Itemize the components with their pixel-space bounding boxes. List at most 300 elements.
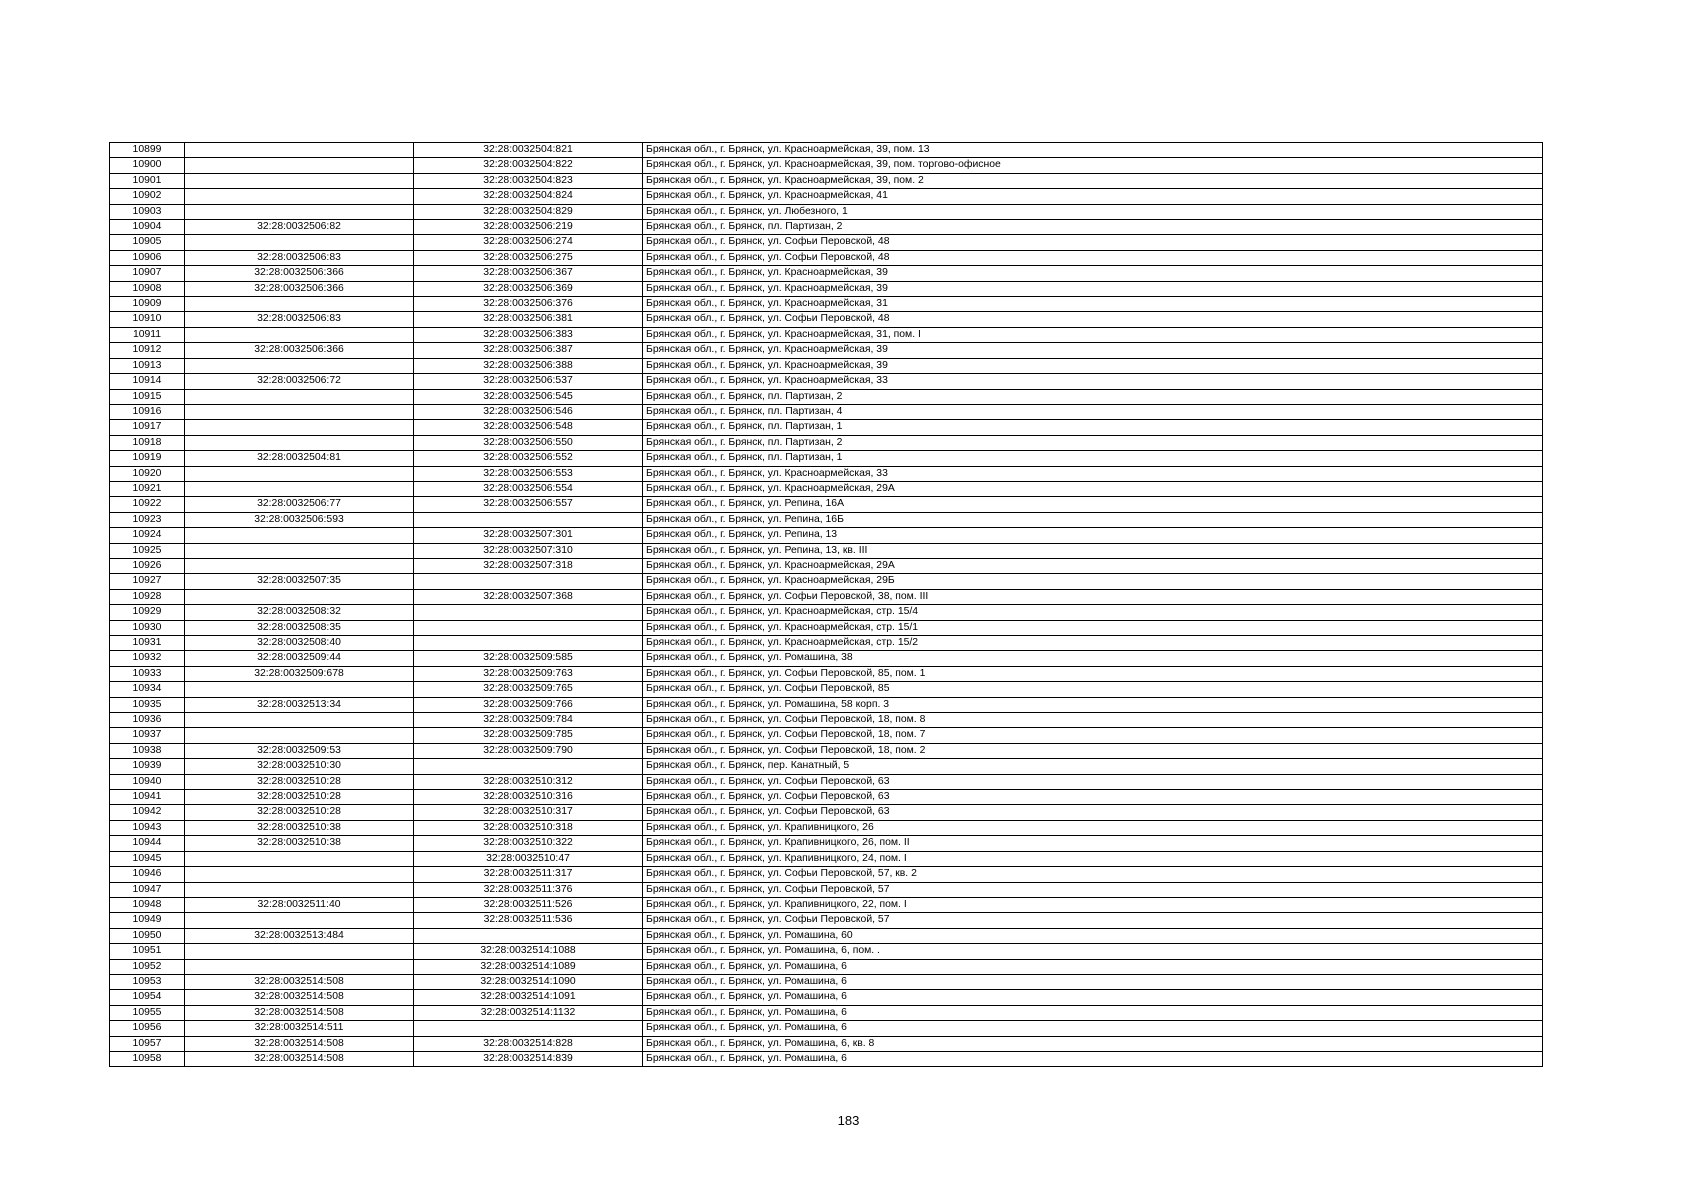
address-cell: Брянская обл., г. Брянск, ул. Софьи Перовской, 85, пом. 1 <box>643 666 1543 681</box>
table-row <box>110 974 1543 989</box>
row-number-cell: 10931 <box>110 636 185 651</box>
land-cadastral-cell <box>185 728 414 743</box>
object-cadastral-cell: 32:28:0032511:376 <box>414 882 643 897</box>
land-cadastral-cell <box>185 882 414 897</box>
object-cadastral-cell: 32:28:0032514:1132 <box>414 1005 643 1020</box>
table-row <box>110 697 1543 712</box>
address-cell: Брянская обл., г. Брянск, ул. Софьи Перовской, 63 <box>643 790 1543 805</box>
address-cell: Брянская обл., г. Брянск, ул. Ромашина, 6 <box>643 1021 1543 1036</box>
object-cadastral-cell: 32:28:0032504:829 <box>414 204 643 219</box>
object-cadastral-cell: 32:28:0032509:763 <box>414 666 643 681</box>
table-row <box>110 851 1543 866</box>
row-number-cell: 10938 <box>110 743 185 758</box>
table-row <box>110 790 1543 805</box>
table-row <box>110 620 1543 635</box>
land-cadastral-cell <box>185 435 414 450</box>
object-cadastral-cell: 32:28:0032514:839 <box>414 1051 643 1066</box>
land-cadastral-cell: 32:28:0032510:28 <box>185 774 414 789</box>
address-cell: Брянская обл., г. Брянск, ул. Крапивницкого, 26, пом. II <box>643 836 1543 851</box>
land-cadastral-cell: 32:28:0032506:593 <box>185 512 414 527</box>
table-row <box>110 158 1543 173</box>
row-number-cell: 10927 <box>110 574 185 589</box>
object-cadastral-cell: 32:28:0032514:828 <box>414 1036 643 1051</box>
row-number-cell: 10932 <box>110 651 185 666</box>
address-cell: Брянская обл., г. Брянск, пл. Партизан, 1 <box>643 420 1543 435</box>
row-number-cell: 10935 <box>110 697 185 712</box>
land-cadastral-cell: 32:28:0032507:35 <box>185 574 414 589</box>
table-row <box>110 220 1543 235</box>
table-row <box>110 204 1543 219</box>
address-cell: Брянская обл., г. Брянск, ул. Красноармейская, 39 <box>643 358 1543 373</box>
object-cadastral-cell: 32:28:0032504:824 <box>414 189 643 204</box>
row-number-cell: 10933 <box>110 666 185 681</box>
land-cadastral-cell <box>185 959 414 974</box>
row-number-cell: 10955 <box>110 1005 185 1020</box>
table-row <box>110 728 1543 743</box>
table-row <box>110 574 1543 589</box>
object-cadastral-cell: 32:28:0032506:383 <box>414 327 643 342</box>
row-number-cell: 10923 <box>110 512 185 527</box>
object-cadastral-cell <box>414 759 643 774</box>
object-cadastral-cell: 32:28:0032504:821 <box>414 143 643 158</box>
table-row <box>110 867 1543 882</box>
table-row <box>110 836 1543 851</box>
address-cell: Брянская обл., г. Брянск, ул. Софьи Перовской, 57 <box>643 882 1543 897</box>
table-row <box>110 435 1543 450</box>
land-cadastral-cell <box>185 358 414 373</box>
table-row <box>110 959 1543 974</box>
table-row <box>110 297 1543 312</box>
table-row <box>110 990 1543 1005</box>
address-cell: Брянская обл., г. Брянск, ул. Крапивницкого, 24, пом. I <box>643 851 1543 866</box>
object-cadastral-cell <box>414 605 643 620</box>
address-cell: Брянская обл., г. Брянск, ул. Красноармейская, 39 <box>643 343 1543 358</box>
address-cell: Брянская обл., г. Брянск, ул. Ромашина, 6 <box>643 974 1543 989</box>
address-cell: Брянская обл., г. Брянск, ул. Красноармейская, 33 <box>643 466 1543 481</box>
address-cell: Брянская обл., г. Брянск, ул. Ромашина, 6, кв. 8 <box>643 1036 1543 1051</box>
object-cadastral-cell: 32:28:0032511:317 <box>414 867 643 882</box>
row-number-cell: 10901 <box>110 173 185 188</box>
land-cadastral-cell <box>185 528 414 543</box>
address-cell: Брянская обл., г. Брянск, ул. Софьи Перовской, 48 <box>643 235 1543 250</box>
object-cadastral-cell: 32:28:0032507:310 <box>414 543 643 558</box>
address-cell: Брянская обл., г. Брянск, ул. Красноармейская, 39, пом. 2 <box>643 173 1543 188</box>
table-row <box>110 250 1543 265</box>
row-number-cell: 10937 <box>110 728 185 743</box>
land-cadastral-cell: 32:28:0032514:508 <box>185 990 414 1005</box>
row-number-cell: 10943 <box>110 820 185 835</box>
table-row <box>110 512 1543 527</box>
land-cadastral-cell <box>185 481 414 496</box>
table-row <box>110 636 1543 651</box>
address-cell: Брянская обл., г. Брянск, пл. Партизан, 4 <box>643 404 1543 419</box>
table-row <box>110 389 1543 404</box>
address-cell: Брянская обл., г. Брянск, ул. Красноармейская, 41 <box>643 189 1543 204</box>
address-cell: Брянская обл., г. Брянск, ул. Крапивницкого, 22, пом. I <box>643 897 1543 912</box>
table-row <box>110 1005 1543 1020</box>
object-cadastral-cell: 32:28:0032506:369 <box>414 281 643 296</box>
land-cadastral-cell <box>185 913 414 928</box>
land-cadastral-cell <box>185 389 414 404</box>
row-number-cell: 10909 <box>110 297 185 312</box>
address-cell: Брянская обл., г. Брянск, пл. Партизан, 1 <box>643 451 1543 466</box>
table-row <box>110 281 1543 296</box>
row-number-cell: 10936 <box>110 713 185 728</box>
object-cadastral-cell: 32:28:0032506:548 <box>414 420 643 435</box>
address-cell: Брянская обл., г. Брянск, ул. Красноармейская, 29А <box>643 558 1543 573</box>
table-row <box>110 374 1543 389</box>
row-number-cell: 10904 <box>110 220 185 235</box>
row-number-cell: 10953 <box>110 974 185 989</box>
object-cadastral-cell: 32:28:0032507:318 <box>414 558 643 573</box>
row-number-cell: 10914 <box>110 374 185 389</box>
land-cadastral-cell: 32:28:0032509:678 <box>185 666 414 681</box>
table-row <box>110 897 1543 912</box>
land-cadastral-cell <box>185 297 414 312</box>
land-cadastral-cell: 32:28:0032509:53 <box>185 743 414 758</box>
land-cadastral-cell: 32:28:0032514:511 <box>185 1021 414 1036</box>
table-row <box>110 143 1543 158</box>
land-cadastral-cell: 32:28:0032506:366 <box>185 343 414 358</box>
row-number-cell: 10899 <box>110 143 185 158</box>
table-row <box>110 451 1543 466</box>
address-cell: Брянская обл., г. Брянск, ул. Красноармейская, 31, пом. I <box>643 327 1543 342</box>
land-cadastral-cell: 32:28:0032510:28 <box>185 805 414 820</box>
row-number-cell: 10950 <box>110 928 185 943</box>
table-row <box>110 666 1543 681</box>
object-cadastral-cell: 32:28:0032510:318 <box>414 820 643 835</box>
table-row <box>110 1051 1543 1066</box>
table-row <box>110 173 1543 188</box>
row-number-cell: 10934 <box>110 682 185 697</box>
object-cadastral-cell: 32:28:0032506:546 <box>414 404 643 419</box>
address-cell: Брянская обл., г. Брянск, ул. Крапивницкого, 26 <box>643 820 1543 835</box>
object-cadastral-cell <box>414 574 643 589</box>
object-cadastral-cell: 32:28:0032506:219 <box>414 220 643 235</box>
row-number-cell: 10924 <box>110 528 185 543</box>
land-cadastral-cell: 32:28:0032508:32 <box>185 605 414 620</box>
land-cadastral-cell: 32:28:0032506:83 <box>185 250 414 265</box>
object-cadastral-cell: 32:28:0032509:585 <box>414 651 643 666</box>
row-number-cell: 10902 <box>110 189 185 204</box>
row-number-cell: 10946 <box>110 867 185 882</box>
address-cell: Брянская обл., г. Брянск, ул. Софьи Перовской, 48 <box>643 312 1543 327</box>
table-row <box>110 1036 1543 1051</box>
address-cell: Брянская обл., г. Брянск, пл. Партизан, 2 <box>643 435 1543 450</box>
table-row <box>110 543 1543 558</box>
address-cell: Брянская обл., г. Брянск, ул. Ромашина, 60 <box>643 928 1543 943</box>
object-cadastral-cell: 32:28:0032506:376 <box>414 297 643 312</box>
row-number-cell: 10941 <box>110 790 185 805</box>
land-cadastral-cell <box>185 189 414 204</box>
object-cadastral-cell: 32:28:0032510:312 <box>414 774 643 789</box>
table-row <box>110 497 1543 512</box>
address-cell: Брянская обл., г. Брянск, ул. Красноармейская, 39 <box>643 266 1543 281</box>
land-cadastral-cell <box>185 327 414 342</box>
address-cell: Брянская обл., г. Брянск, ул. Репина, 13, кв. III <box>643 543 1543 558</box>
land-cadastral-cell: 32:28:0032514:508 <box>185 974 414 989</box>
row-number-cell: 10951 <box>110 944 185 959</box>
table-row <box>110 820 1543 835</box>
object-cadastral-cell: 32:28:0032506:274 <box>414 235 643 250</box>
row-number-cell: 10945 <box>110 851 185 866</box>
land-cadastral-cell: 32:28:0032509:44 <box>185 651 414 666</box>
address-cell: Брянская обл., г. Брянск, ул. Красноармейская, 29Б <box>643 574 1543 589</box>
table-row <box>110 327 1543 342</box>
object-cadastral-cell: 32:28:0032506:545 <box>414 389 643 404</box>
address-cell: Брянская обл., г. Брянск, ул. Ромашина, 6 <box>643 1051 1543 1066</box>
table-row <box>110 404 1543 419</box>
address-cell: Брянская обл., г. Брянск, ул. Ромашина, 38 <box>643 651 1543 666</box>
object-cadastral-cell: 32:28:0032511:526 <box>414 897 643 912</box>
address-cell: Брянская обл., г. Брянск, ул. Софьи Перовской, 85 <box>643 682 1543 697</box>
object-cadastral-cell: 32:28:0032514:1089 <box>414 959 643 974</box>
table-row <box>110 266 1543 281</box>
table-row <box>110 743 1543 758</box>
address-cell: Брянская обл., г. Брянск, ул. Репина, 16А <box>643 497 1543 512</box>
land-cadastral-cell <box>185 713 414 728</box>
address-cell: Брянская обл., г. Брянск, пер. Канатный, 5 <box>643 759 1543 774</box>
land-cadastral-cell: 32:28:0032513:34 <box>185 697 414 712</box>
object-cadastral-cell: 32:28:0032509:790 <box>414 743 643 758</box>
row-number-cell: 10920 <box>110 466 185 481</box>
row-number-cell: 10949 <box>110 913 185 928</box>
row-number-cell: 10944 <box>110 836 185 851</box>
land-cadastral-cell <box>185 543 414 558</box>
table-row <box>110 235 1543 250</box>
object-cadastral-cell: 32:28:0032509:784 <box>414 713 643 728</box>
address-cell: Брянская обл., г. Брянск, ул. Красноармейская, 29А <box>643 481 1543 496</box>
address-cell: Брянская обл., г. Брянск, ул. Ромашина, 6 <box>643 959 1543 974</box>
table-row <box>110 528 1543 543</box>
address-cell: Брянская обл., г. Брянск, ул. Софьи Перовской, 57 <box>643 913 1543 928</box>
row-number-cell: 10948 <box>110 897 185 912</box>
address-cell: Брянская обл., г. Брянск, ул. Ромашина, 58 корп. 3 <box>643 697 1543 712</box>
land-cadastral-cell <box>185 944 414 959</box>
table-row <box>110 882 1543 897</box>
row-number-cell: 10907 <box>110 266 185 281</box>
land-cadastral-cell: 32:28:0032506:77 <box>185 497 414 512</box>
table-row <box>110 805 1543 820</box>
row-number-cell: 10918 <box>110 435 185 450</box>
address-cell: Брянская обл., г. Брянск, пл. Партизан, 2 <box>643 389 1543 404</box>
land-cadastral-cell: 32:28:0032510:30 <box>185 759 414 774</box>
object-cadastral-cell: 32:28:0032509:766 <box>414 697 643 712</box>
object-cadastral-cell: 32:28:0032510:47 <box>414 851 643 866</box>
address-cell: Брянская обл., г. Брянск, пл. Партизан, 2 <box>643 220 1543 235</box>
land-cadastral-cell: 32:28:0032510:28 <box>185 790 414 805</box>
land-cadastral-cell: 32:28:0032506:72 <box>185 374 414 389</box>
address-cell: Брянская обл., г. Брянск, ул. Софьи Перовской, 48 <box>643 250 1543 265</box>
land-cadastral-cell <box>185 404 414 419</box>
row-number-cell: 10917 <box>110 420 185 435</box>
row-number-cell: 10940 <box>110 774 185 789</box>
land-cadastral-cell: 32:28:0032511:40 <box>185 897 414 912</box>
table-row <box>110 312 1543 327</box>
table-row <box>110 420 1543 435</box>
object-cadastral-cell <box>414 928 643 943</box>
land-cadastral-cell: 32:28:0032506:82 <box>185 220 414 235</box>
table-row <box>110 1021 1543 1036</box>
object-cadastral-cell: 32:28:0032506:537 <box>414 374 643 389</box>
address-cell: Брянская обл., г. Брянск, ул. Софьи Перовской, 18, пом. 2 <box>643 743 1543 758</box>
address-cell: Брянская обл., г. Брянск, ул. Любезного, 1 <box>643 204 1543 219</box>
row-number-cell: 10929 <box>110 605 185 620</box>
table-row <box>110 759 1543 774</box>
page-number: 183 <box>837 1113 860 1128</box>
land-cadastral-cell <box>185 235 414 250</box>
address-cell: Брянская обл., г. Брянск, ул. Софьи Перовской, 57, кв. 2 <box>643 867 1543 882</box>
object-cadastral-cell: 32:28:0032510:316 <box>414 790 643 805</box>
row-number-cell: 10908 <box>110 281 185 296</box>
object-cadastral-cell: 32:28:0032511:536 <box>414 913 643 928</box>
object-cadastral-cell: 32:28:0032506:387 <box>414 343 643 358</box>
address-cell: Брянская обл., г. Брянск, ул. Софьи Перовской, 18, пом. 8 <box>643 713 1543 728</box>
address-cell: Брянская обл., г. Брянск, ул. Красноармейская, 31 <box>643 297 1543 312</box>
row-number-cell: 10930 <box>110 620 185 635</box>
address-cell: Брянская обл., г. Брянск, ул. Софьи Перовской, 38, пом. III <box>643 589 1543 604</box>
row-number-cell: 10903 <box>110 204 185 219</box>
land-cadastral-cell <box>185 682 414 697</box>
object-cadastral-cell: 32:28:0032506:557 <box>414 497 643 512</box>
object-cadastral-cell: 32:28:0032504:822 <box>414 158 643 173</box>
land-cadastral-cell: 32:28:0032514:508 <box>185 1036 414 1051</box>
land-cadastral-cell <box>185 851 414 866</box>
object-cadastral-cell: 32:28:0032510:322 <box>414 836 643 851</box>
address-cell: Брянская обл., г. Брянск, ул. Ромашина, 6, пом. . <box>643 944 1543 959</box>
row-number-cell: 10912 <box>110 343 185 358</box>
table-row <box>110 682 1543 697</box>
row-number-cell: 10947 <box>110 882 185 897</box>
table-row <box>110 189 1543 204</box>
address-cell: Брянская обл., г. Брянск, ул. Софьи Перовской, 63 <box>643 774 1543 789</box>
address-cell: Брянская обл., г. Брянск, ул. Красноармейская, 39 <box>643 281 1543 296</box>
object-cadastral-cell: 32:28:0032510:317 <box>414 805 643 820</box>
object-cadastral-cell: 32:28:0032506:388 <box>414 358 643 373</box>
table-row <box>110 358 1543 373</box>
address-cell: Брянская обл., г. Брянск, ул. Репина, 16Б <box>643 512 1543 527</box>
table-row <box>110 558 1543 573</box>
row-number-cell: 10956 <box>110 1021 185 1036</box>
land-cadastral-cell: 32:28:0032506:83 <box>185 312 414 327</box>
table-row <box>110 713 1543 728</box>
address-cell: Брянская обл., г. Брянск, ул. Ромашина, 6 <box>643 990 1543 1005</box>
address-cell: Брянская обл., г. Брянск, ул. Софьи Перовской, 63 <box>643 805 1543 820</box>
address-cell: Брянская обл., г. Брянск, ул. Красноармейская, 39, пом. торгово-офисное <box>643 158 1543 173</box>
land-cadastral-cell: 32:28:0032514:508 <box>185 1051 414 1066</box>
row-number-cell: 10942 <box>110 805 185 820</box>
row-number-cell: 10952 <box>110 959 185 974</box>
object-cadastral-cell <box>414 620 643 635</box>
address-cell: Брянская обл., г. Брянск, ул. Софьи Перовской, 18, пом. 7 <box>643 728 1543 743</box>
land-cadastral-cell <box>185 143 414 158</box>
register-body <box>110 143 1543 1067</box>
object-cadastral-cell: 32:28:0032504:823 <box>414 173 643 188</box>
row-number-cell: 10913 <box>110 358 185 373</box>
land-cadastral-cell <box>185 173 414 188</box>
land-cadastral-cell <box>185 867 414 882</box>
land-cadastral-cell: 32:28:0032510:38 <box>185 836 414 851</box>
table-row <box>110 913 1543 928</box>
row-number-cell: 10957 <box>110 1036 185 1051</box>
object-cadastral-cell: 32:28:0032514:1091 <box>414 990 643 1005</box>
land-cadastral-cell: 32:28:0032508:35 <box>185 620 414 635</box>
object-cadastral-cell: 32:28:0032514:1088 <box>414 944 643 959</box>
object-cadastral-cell <box>414 636 643 651</box>
land-cadastral-cell: 32:28:0032508:40 <box>185 636 414 651</box>
land-cadastral-cell: 32:28:0032510:38 <box>185 820 414 835</box>
address-cell: Брянская обл., г. Брянск, ул. Красноармейская, стр. 15/4 <box>643 605 1543 620</box>
row-number-cell: 10928 <box>110 589 185 604</box>
object-cadastral-cell: 32:28:0032506:367 <box>414 266 643 281</box>
row-number-cell: 10900 <box>110 158 185 173</box>
table-row <box>110 343 1543 358</box>
object-cadastral-cell: 32:28:0032509:785 <box>414 728 643 743</box>
address-cell: Брянская обл., г. Брянск, ул. Красноармейская, стр. 15/2 <box>643 636 1543 651</box>
table-row <box>110 605 1543 620</box>
row-number-cell: 10911 <box>110 327 185 342</box>
object-cadastral-cell: 32:28:0032506:381 <box>414 312 643 327</box>
row-number-cell: 10916 <box>110 404 185 419</box>
object-cadastral-cell: 32:28:0032506:552 <box>414 451 643 466</box>
land-cadastral-cell <box>185 466 414 481</box>
object-cadastral-cell: 32:28:0032507:301 <box>414 528 643 543</box>
address-cell: Брянская обл., г. Брянск, ул. Красноармейская, 39, пом. 13 <box>643 143 1543 158</box>
address-cell: Брянская обл., г. Брянск, ул. Репина, 13 <box>643 528 1543 543</box>
row-number-cell: 10905 <box>110 235 185 250</box>
table-row <box>110 774 1543 789</box>
land-cadastral-cell <box>185 589 414 604</box>
land-cadastral-cell: 32:28:0032506:366 <box>185 281 414 296</box>
object-cadastral-cell: 32:28:0032506:275 <box>414 250 643 265</box>
row-number-cell: 10926 <box>110 558 185 573</box>
table-row <box>110 589 1543 604</box>
object-cadastral-cell: 32:28:0032506:553 <box>414 466 643 481</box>
row-number-cell: 10915 <box>110 389 185 404</box>
object-cadastral-cell <box>414 512 643 527</box>
object-cadastral-cell: 32:28:0032514:1090 <box>414 974 643 989</box>
land-cadastral-cell: 32:28:0032513:484 <box>185 928 414 943</box>
land-cadastral-cell: 32:28:0032514:508 <box>185 1005 414 1020</box>
land-cadastral-cell <box>185 204 414 219</box>
row-number-cell: 10925 <box>110 543 185 558</box>
table-row <box>110 466 1543 481</box>
address-cell: Брянская обл., г. Брянск, ул. Красноармейская, 33 <box>643 374 1543 389</box>
row-number-cell: 10939 <box>110 759 185 774</box>
row-number-cell: 10910 <box>110 312 185 327</box>
address-cell: Брянская обл., г. Брянск, ул. Ромашина, 6 <box>643 1005 1543 1020</box>
row-number-cell: 10921 <box>110 481 185 496</box>
table-row <box>110 928 1543 943</box>
table-row <box>110 481 1543 496</box>
object-cadastral-cell: 32:28:0032507:368 <box>414 589 643 604</box>
property-register-table <box>109 142 1543 1067</box>
land-cadastral-cell <box>185 420 414 435</box>
land-cadastral-cell: 32:28:0032506:366 <box>185 266 414 281</box>
object-cadastral-cell <box>414 1021 643 1036</box>
object-cadastral-cell: 32:28:0032506:550 <box>414 435 643 450</box>
row-number-cell: 10958 <box>110 1051 185 1066</box>
land-cadastral-cell: 32:28:0032504:81 <box>185 451 414 466</box>
object-cadastral-cell: 32:28:0032509:765 <box>414 682 643 697</box>
table-row <box>110 944 1543 959</box>
row-number-cell: 10919 <box>110 451 185 466</box>
address-cell: Брянская обл., г. Брянск, ул. Красноармейская, стр. 15/1 <box>643 620 1543 635</box>
object-cadastral-cell: 32:28:0032506:554 <box>414 481 643 496</box>
land-cadastral-cell <box>185 158 414 173</box>
table-row <box>110 651 1543 666</box>
row-number-cell: 10922 <box>110 497 185 512</box>
